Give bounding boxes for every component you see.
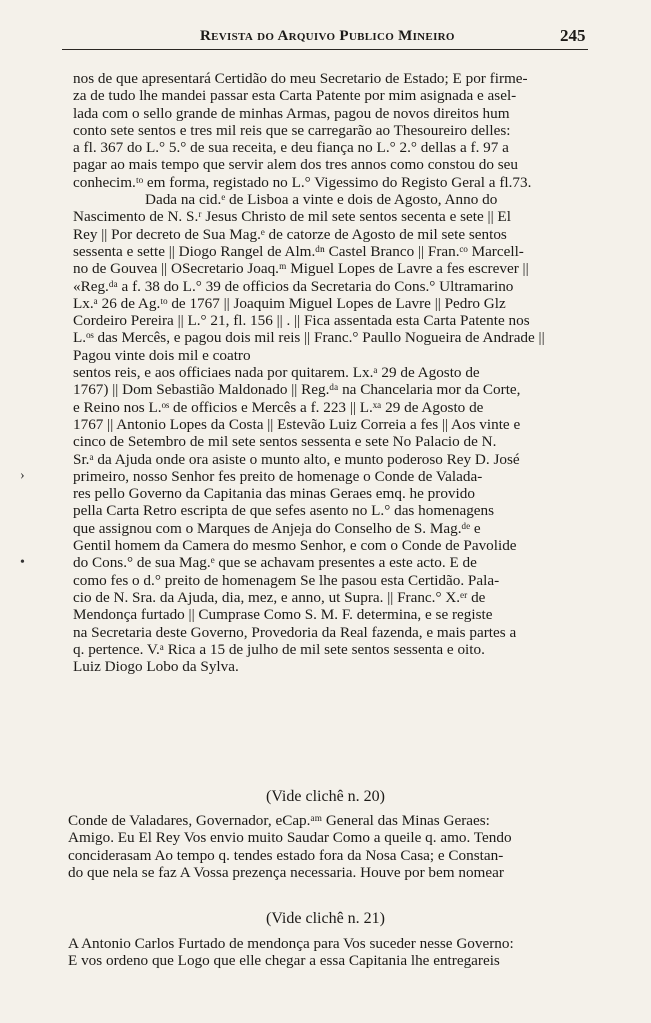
- text-line: cio de N. Sra. da Ajuda, dia, mez, e anno, ut Supra. || Franc.° X.ᵉʳ de: [73, 588, 486, 606]
- text-line: conhecim.ᵗᵒ em forma, registado no L.° Vigessimo do Registo Geral a fl.73.: [73, 173, 532, 191]
- text-line: como fes o d.° preito de homenagem Se lhe pasou esta Certidão. Pala-: [73, 571, 500, 589]
- text-line: Gentil homem da Camera do mesmo Senhor, e com o Conde de Pavolide: [73, 537, 517, 555]
- text-line: 1767 || Antonio Lopes da Costa || Estevão Luiz Correia a fes || Aos vinte e: [73, 415, 521, 433]
- text-line: conto sete sentos e tres mil reis que se carregarão ao Thesoureiro delles:: [73, 121, 511, 139]
- header-rule: [62, 49, 588, 50]
- running-title: Revista do Arquivo Publico Mineiro: [200, 28, 455, 44]
- text-line: Lx.ᵃ 26 de Ag.ᵗᵒ de 1767 || Joaquim Miguel Lopes de Lavre || Pedro Glz: [73, 294, 506, 312]
- text-line: Luiz Diogo Lobo da Sylva.: [73, 658, 239, 676]
- text-line: lada com o sello grande de minhas Armas, pagou de novos direitos hum: [73, 104, 510, 122]
- text-line: Conde de Valadares, Governador, eCap.ᵃᵐ General das Minas Geraes:: [68, 812, 490, 829]
- text-line: q. pertence. V.ᵃ Rica a 15 de julho de mil sete sentos sessenta e oito.: [73, 640, 485, 658]
- cliche-heading-21: (Vide clichê n. 21): [266, 910, 385, 927]
- margin-arrow-mark: ›: [20, 468, 25, 483]
- text-line: Cordeiro Pereira || L.° 21, fl. 156 || . || Fica assentada esta Carta Patente nos: [73, 312, 530, 330]
- text-line: e Reino nos L.ᵒˢ de officios e Mercês a f. 223 || L.ˣᵃ 29 de Agosto de: [73, 398, 484, 416]
- text-line: A Antonio Carlos Furtado de mendonça para Vos suceder nesse Governo:: [68, 935, 514, 952]
- text-line: Mendonça furtado || Cumprase Como S. M. F. determina, e se registe: [73, 606, 493, 624]
- text-line: Nascimento de N. S.ʳ Jesus Christo de mil sete sentos secenta e sete || El: [73, 208, 511, 226]
- text-line: sessenta e sette || Diogo Rangel de Alm.ᵈⁿ Castel Branco || Fran.ᶜᵒ Marcell-: [73, 242, 524, 260]
- text-line: E vos ordeno que Logo que elle chegar a essa Capitania lhe entregareis: [68, 952, 500, 970]
- text-line: Amigo. Eu El Rey Vos envio muito Saudar Como a queile q. amo. Tendo: [68, 829, 512, 847]
- text-line: 1767) || Dom Sebastião Maldonado || Reg.ᵈᵃ na Chancelaria mor da Corte,: [73, 381, 521, 399]
- letter-paragraph: [68, 812, 583, 881]
- text-line: que assignou com o Marques de Anjeja do Conselho de S. Mag.ᵈᵉ e: [73, 519, 481, 537]
- text-line: a fl. 367 do L.° 5.° de sua receita, e deu fiança no L.° 2.° dellas a f. 97 a: [73, 139, 509, 157]
- letter-paragraph-continued: [68, 935, 583, 970]
- text-line: Dada na cid.ᵉ de Lisboa a vinte e dois de Agosto, Anno do: [145, 191, 498, 209]
- page-number: 245: [560, 26, 586, 45]
- text-line: primeiro, nosso Senhor fes preito de homenage o Conde de Valada-: [73, 467, 483, 485]
- text-line: conciderasam Ao tempo q. tendes estado fora da Nosa Casa; e Constan-: [68, 846, 504, 864]
- text-line: sentos reis, e aos officiaes nada por quitarem. Lx.ᵃ 29 de Agosto de: [73, 364, 480, 382]
- text-line: nos de que apresentará Certidão do meu Secretario de Estado; E por firme-: [73, 70, 528, 87]
- cliche-heading-20: (Vide clichê n. 20): [266, 788, 385, 805]
- text-line: cinco de Setembro de mil sete sentos sessenta e sete No Palacio de N.: [73, 433, 497, 451]
- text-line: «Reg.ᵈᵃ a f. 38 do L.° 39 de officios da Secretaria do Cons.° Ultramarino: [73, 277, 514, 295]
- text-line: na Secretaria deste Governo, Provedoria da Real fazenda, e mais partes a: [73, 623, 517, 641]
- text-line: do que nela se faz A Vossa prezença necessaria. Houve por bem nomear: [68, 863, 504, 881]
- text-line: Rey || Por decreto de Sua Mag.ᵉ de catorze de Agosto de mil sete sentos: [73, 225, 507, 243]
- body-paragraph: [73, 70, 581, 675]
- text-line: do Cons.° de sua Mag.ᵉ que se achavam presentes a este acto. E de: [73, 554, 477, 572]
- text-line: za de tudo lhe mandei passar esta Carta Patente por mim asignada e asel-: [73, 87, 517, 105]
- text-line: res pello Governo da Capitania das minas Geraes emq. he provido: [73, 485, 475, 503]
- text-line: L.ᵒˢ das Mercês, e pagou dois mil reis || Franc.° Paullo Nogueira de Andrade ||: [73, 329, 545, 347]
- text-line: pella Carta Retro escripta de que sefes asento no L.° das homenagens: [73, 502, 495, 520]
- text-line: Pagou vinte dois mil e coatro: [73, 346, 251, 364]
- margin-dot-mark: •: [20, 555, 25, 570]
- text-line: pagar ao mais tempo que servir alem dos tres annos como constou do seu: [73, 156, 518, 174]
- text-line: Sr.ᵃ da Ajuda onde ora asiste o munto alto, e munto poderoso Rey D. José: [73, 450, 520, 468]
- text-line: no de Gouvea || OSecretario Joaq.ᵐ Miguel Lopes de Lavre a fes escrever ||: [73, 260, 529, 278]
